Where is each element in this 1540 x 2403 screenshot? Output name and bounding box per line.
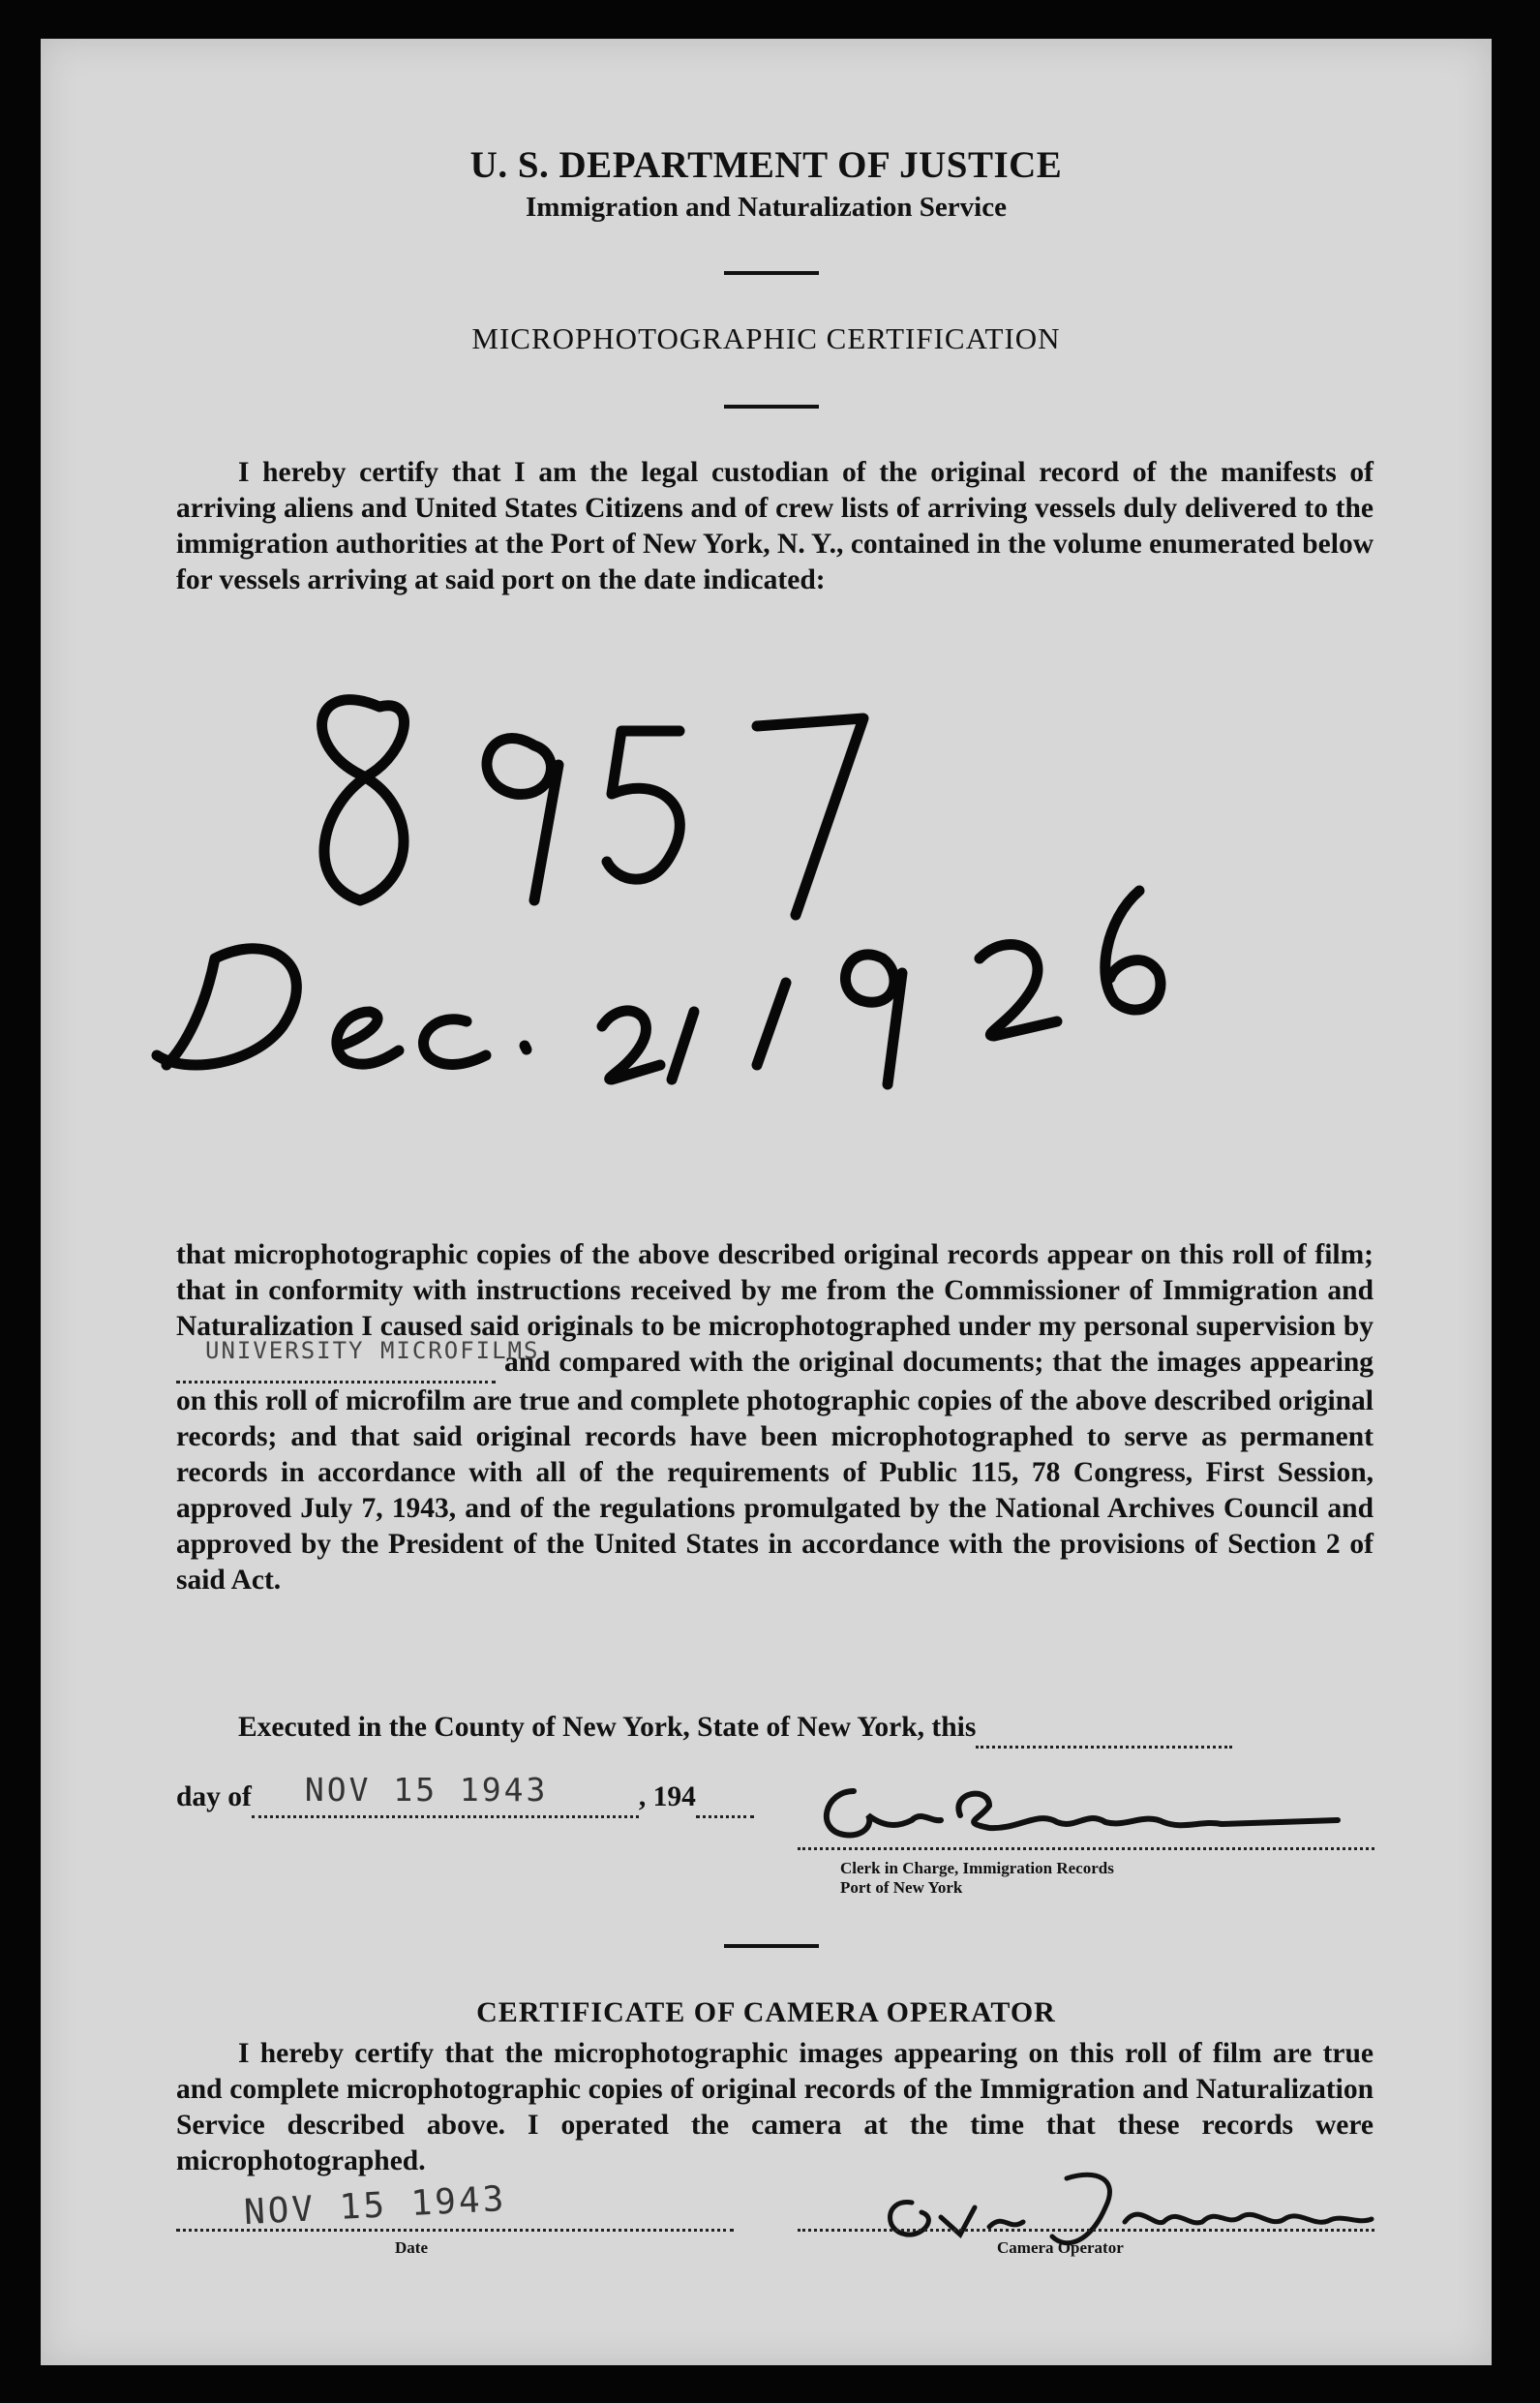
date-stamp: NOV 15 1943 [243,2178,508,2234]
camera-operator-signature-line [798,2229,1374,2232]
clerk-signature-line [798,1847,1374,1850]
camera-operator-paragraph: I hereby certify that the microphotographic images appearing on this roll of film are true and complete microphotographic copies of original records of the Immigration and Naturalization Service described above. I operated the camera at the time that these records were microphotographed. [176,2038,1374,2176]
intro-paragraph: I hereby certify that I am the legal custodian of the original record of the manifests of arriving aliens and United States Citizens and of crew lists of arriving vessels duly delivered to the immigration authorities at the Port of New York, N. Y., contained in the volume enumerated below for vessels arriving at said port on the date indicated: [176,457,1374,595]
service-subheading: Immigration and Naturalization Service [526,192,1007,223]
clerk-signature [796,1752,1347,1869]
certificate-page [41,39,1492,2365]
day-of-line: day of NOV 15 1943 , 194 [176,1779,1374,1818]
body-paragraph-part1: that microphotographic copies of the above described original records appear on this roll of film; that in conformity with instructions received by me from the Commissioner of Immigration and Naturalization I caused said originals to be microphotographed under my personal supervision by [176,1239,1374,1342]
executed-line: Executed in the County of New York, State of New York, this [176,1710,1374,1749]
camera-operator-label: Camera Operator [997,2238,1124,2257]
body-paragraph [176,1237,1374,1598]
certification-title: MICROPHOTOGRAPHIC CERTIFICATION [471,321,1061,355]
handwritten-entry [79,639,1454,1104]
header-divider [724,271,819,275]
executed-day-field [976,1710,1232,1749]
title-divider [724,405,819,409]
year-field [696,1779,754,1818]
clerk-title: Clerk in Charge, Immigration Records [840,1859,1114,1877]
section-divider [724,1944,819,1948]
day-stamp: NOV 15 1943 [304,1771,549,1809]
clerk-port: Port of New York [840,1878,963,1897]
supervisor-field [176,1337,540,1384]
date-label: Date [395,2238,428,2257]
camera-operator-title: CERTIFICATE OF CAMERA OPERATOR [476,1996,1056,2028]
department-heading: U. S. DEPARTMENT OF JUSTICE [469,144,1063,186]
supervisor-stamp: UNIVERSITY MICROFILMS [205,1337,540,1364]
body-paragraph-part2: and compared with the original documents; that the images appearing on this roll of microfilm are true and complete photographic copies of the above described original records; and that said original records have been microphotographed to serve as permanent records in accordance with all of the requirements of Public 115, 78 Congress, First Session, approved July 7, 1943, and of the regulations promulgated by the National Archives Council and approved by the President of the United States in accordance with the provisions of Section 2 of said Act. [176,1347,1374,1596]
day-of-field [252,1771,639,1818]
